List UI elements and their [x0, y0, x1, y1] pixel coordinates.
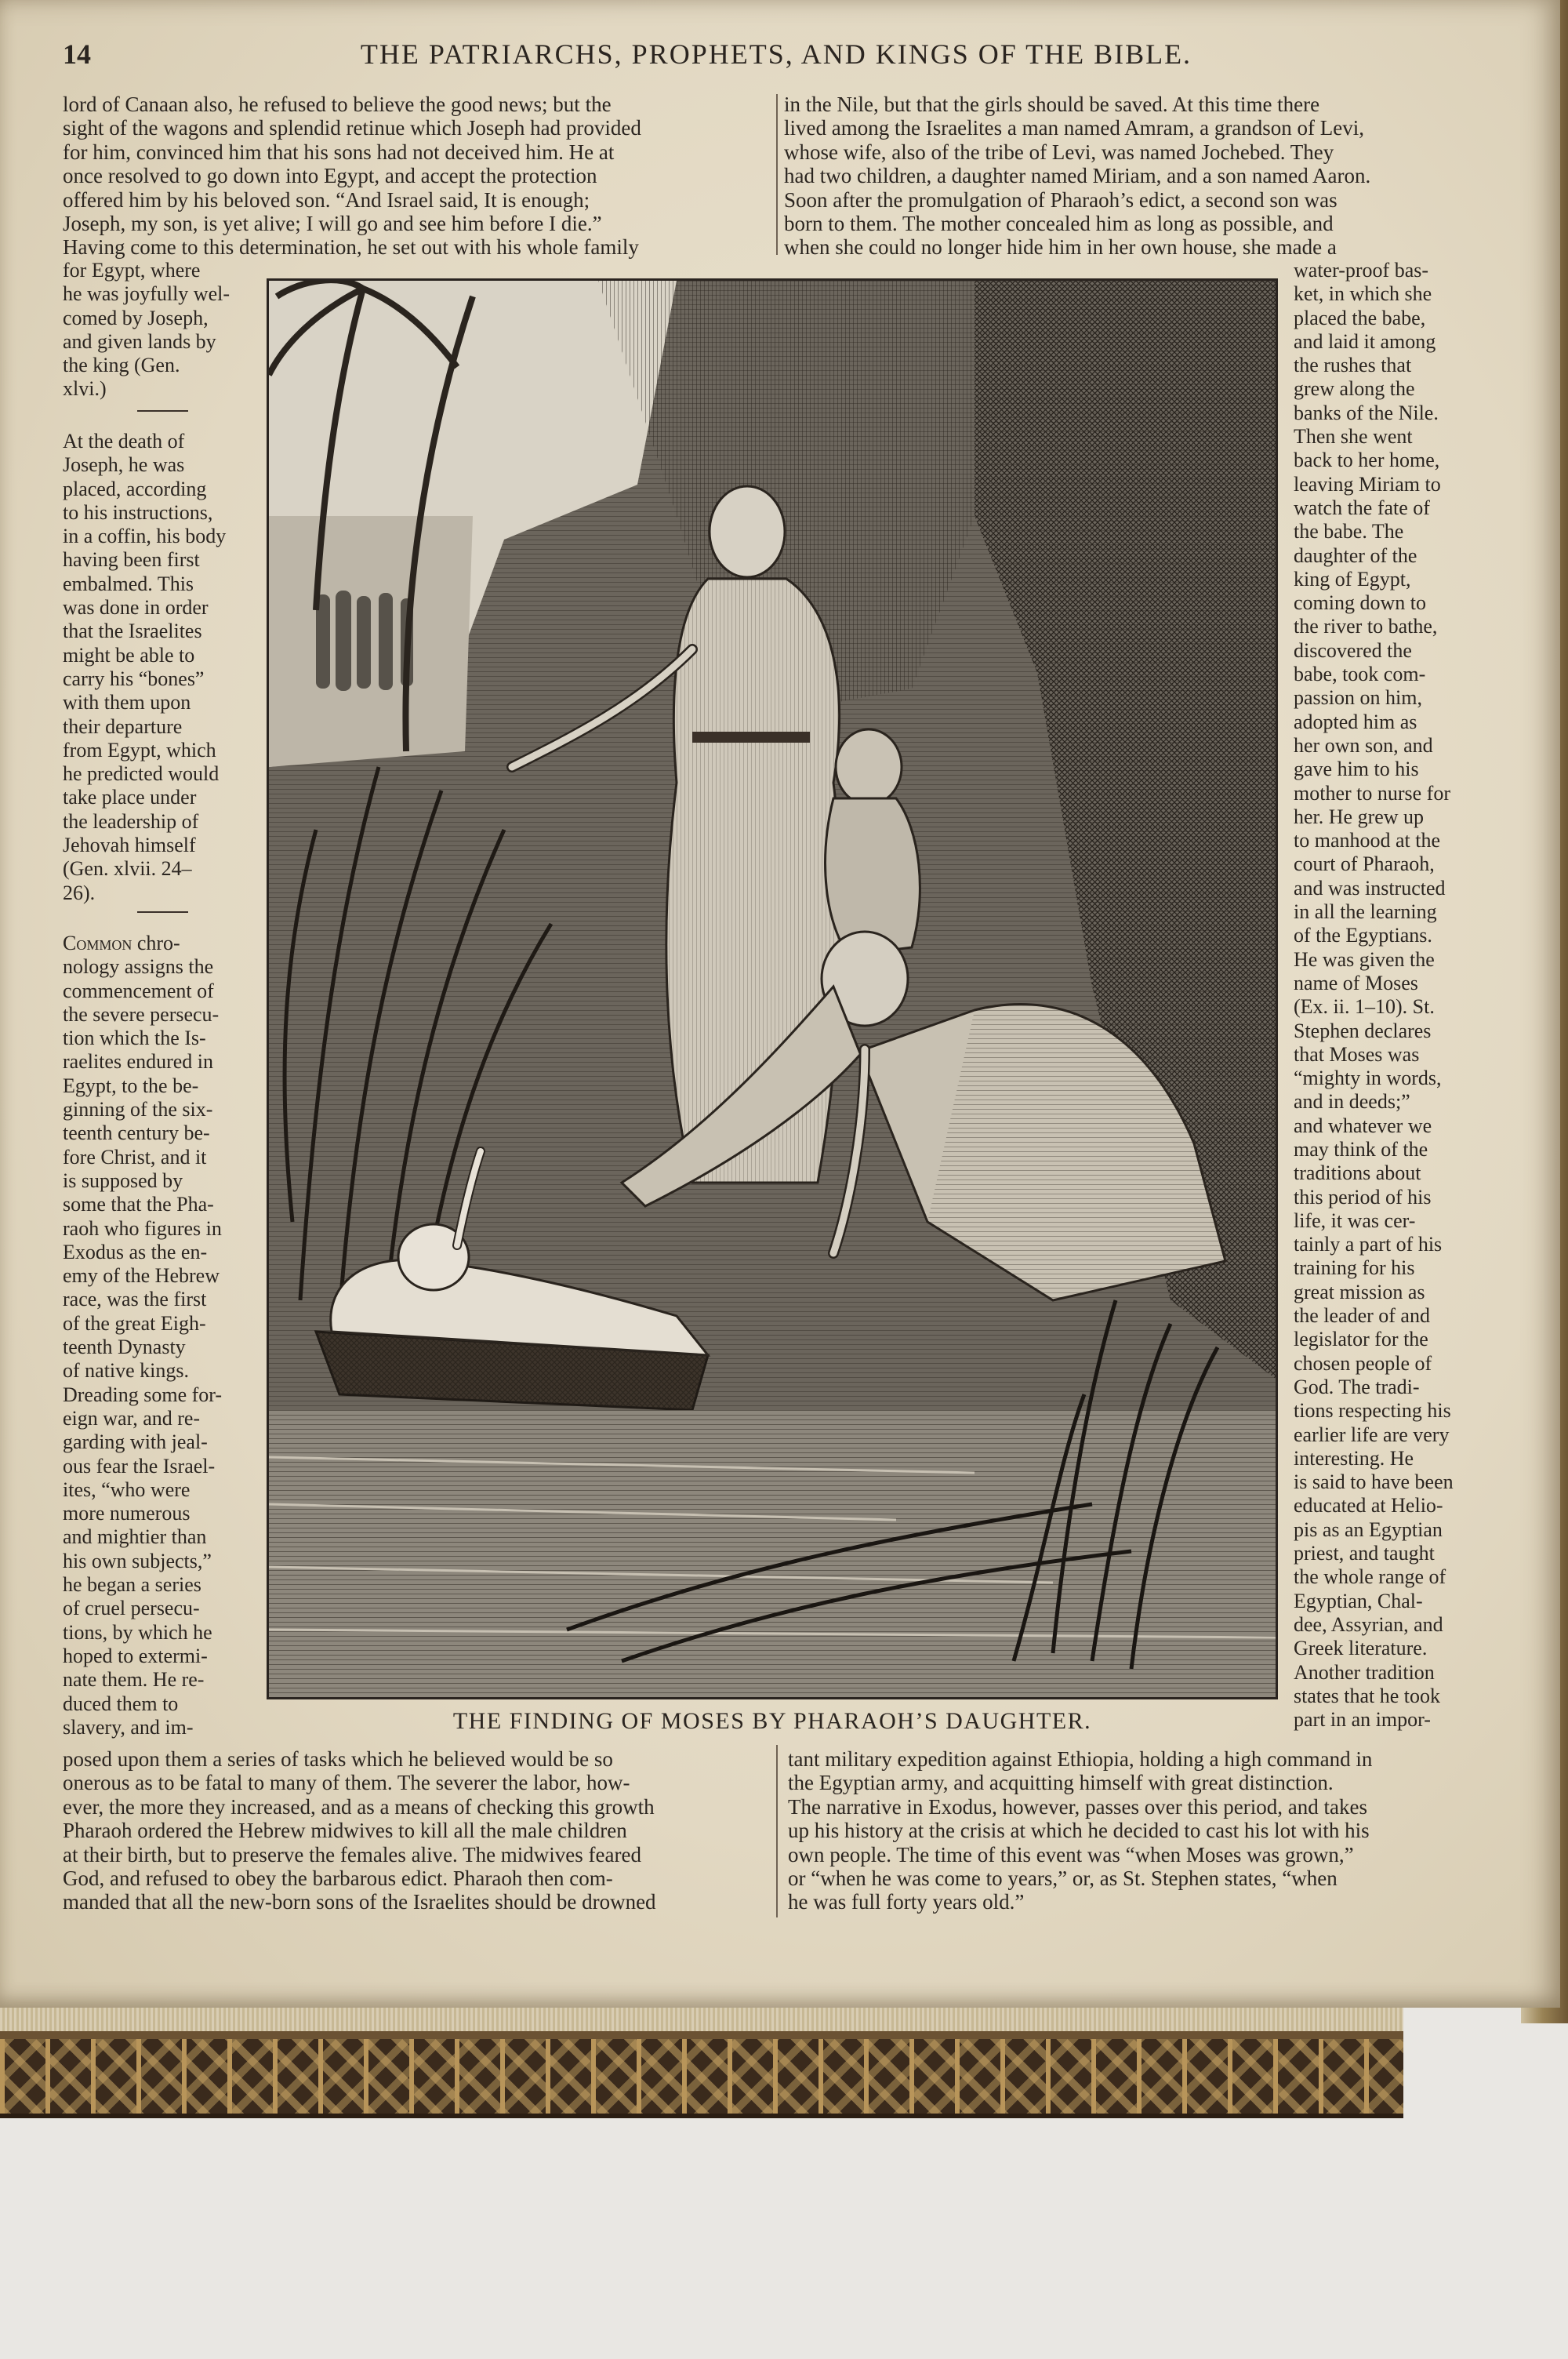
text-line: was done in order: [63, 596, 209, 620]
text-line: placed the babe,: [1294, 306, 1426, 329]
text-line: Egypt, to the be-: [63, 1074, 199, 1097]
text-line: comed by Joseph,: [63, 306, 209, 329]
page-stack-edge: [0, 2004, 1403, 2035]
text-line: and laid it among: [1294, 329, 1436, 353]
text-line: raelites endured in: [63, 1050, 214, 1074]
text-line: the babe. The: [1294, 520, 1404, 543]
text-line: life, it was cer-: [1294, 1209, 1416, 1232]
text-line: at their birth, but to preserve the females alive. The midwives feared: [63, 1842, 641, 1866]
text-line: leaving Miriam to: [1294, 472, 1441, 496]
text-line: Joseph, he was: [63, 453, 185, 477]
text-line: of the Egyptians.: [1294, 924, 1432, 947]
text-line: own people. The time of this event was “when Moses was grown,”: [788, 1842, 1354, 1866]
text-line: that the Israelites: [63, 620, 202, 643]
text-line: the severe persecu-: [63, 1002, 220, 1026]
text-line: daughter of the: [1294, 543, 1417, 567]
text-line: in the Nile, but that the girls should be saved. At this time there: [784, 93, 1320, 116]
text-line: take place under: [63, 786, 197, 809]
moses-engraving-illustration: [267, 278, 1278, 1699]
text-line: tions, by which he: [63, 1620, 212, 1644]
text-line: adopted him as: [1294, 710, 1417, 733]
text-line: race, was the first: [63, 1288, 207, 1311]
text-line: He was given the: [1294, 947, 1435, 971]
text-line: the whole range of: [1294, 1565, 1446, 1589]
text-line: in a coffin, his body: [63, 525, 227, 548]
text-line: her. He grew up: [1294, 805, 1425, 828]
text-line: or “when he was come to years,” or, as St. Stephen states, “when: [788, 1866, 1338, 1891]
text-line: Another tradition: [1294, 1660, 1435, 1684]
text-line: 26).: [63, 881, 96, 904]
text-line: lived among the Israelites a man named Amram, a grandson of Levi,: [784, 116, 1365, 140]
text-line: the Egyptian army, and acquitting himself with great distinction.: [788, 1771, 1334, 1795]
text-line: tainly a part of his: [1294, 1233, 1443, 1256]
text-line: grew along the: [1294, 377, 1415, 401]
text-line: pis as an Egyptian: [1294, 1518, 1443, 1541]
text-line: great mission as: [1294, 1280, 1425, 1303]
text-line: Dreading some for-: [63, 1383, 223, 1406]
text-line: of native kings.: [63, 1359, 190, 1383]
text-line: posed upon them a series of tasks which he believed would be so: [63, 1747, 613, 1771]
text-line: Jehovah himself: [63, 834, 196, 857]
text-line: eign war, and re-: [63, 1406, 201, 1430]
text-line: interesting. He: [1294, 1446, 1414, 1470]
text-line: nate them. He re-: [63, 1668, 205, 1692]
text-line: Soon after the promulgation of Pharaoh’s edict, a second son was: [784, 187, 1338, 212]
text-line: he predicted would: [63, 762, 220, 786]
page-header: [63, 33, 1490, 80]
text-line: teenth century be-: [63, 1121, 210, 1145]
text-line: when she could no longer hide him in her own house, she made a: [784, 235, 1337, 260]
text-line-tail: chro-: [136, 932, 180, 954]
text-line: and whatever we: [1294, 1114, 1432, 1137]
text-line: with them upon: [63, 691, 191, 714]
text-line: Then she went: [1294, 425, 1413, 449]
text-line: offered him by his beloved son. “And Israel said, It is enough;: [63, 187, 590, 212]
text-line: Pharaoh ordered the Hebrew midwives to kill all the male children: [63, 1819, 627, 1843]
text-line: embalmed. This: [63, 572, 194, 595]
text-line: legislator for the: [1294, 1328, 1428, 1351]
text-line: sight of the wagons and splendid retinue which Joseph had provided: [63, 116, 641, 140]
text-line: the king (Gen.: [63, 354, 180, 377]
top-left-paragraph: [63, 93, 764, 260]
text-line: tant military expedition against Ethiopia, holding a high command in: [788, 1747, 1373, 1771]
text-line: hoped to extermi-: [63, 1644, 208, 1667]
text-line: educated at Helio-: [1294, 1494, 1443, 1518]
text-line: water-proof bas-: [1294, 259, 1429, 282]
text-line: chosen people of: [1294, 1351, 1432, 1375]
text-line: raoh who figures in: [63, 1216, 222, 1240]
text-line: emy of the Hebrew: [63, 1264, 220, 1288]
text-line: may think of the: [1294, 1137, 1428, 1161]
text-line: the river to bathe,: [1294, 615, 1438, 638]
text-line: he began a series: [63, 1573, 201, 1597]
text-line: gave him to his: [1294, 758, 1419, 781]
text-line: God, and refused to obey the barbarous edict. Pharaoh then com-: [63, 1866, 613, 1891]
column-rule-bottom: [776, 1745, 778, 1917]
text-line: had two children, a daughter named Miriam, and a son named Aaron.: [784, 164, 1371, 188]
text-line: the rushes that: [1294, 354, 1412, 377]
text-line: of the great Eigh-: [63, 1311, 206, 1335]
text-line: part in an impor-: [1294, 1708, 1431, 1732]
text-line: traditions about: [1294, 1161, 1421, 1185]
text-line: lord of Canaan also, he refused to believe the good news; but the: [63, 93, 612, 116]
column-rule-top: [776, 94, 778, 255]
text-line: tions respecting his: [1294, 1399, 1451, 1423]
right-column-paragraph: [1294, 259, 1486, 1732]
text-line: teenth Dynasty: [63, 1336, 186, 1359]
section-rule: [137, 911, 188, 913]
text-line: her own son, and: [1294, 733, 1433, 757]
left-column-paragraph-2: [63, 430, 251, 905]
text-line: nology assigns the: [63, 955, 214, 979]
text-line: and given lands by: [63, 329, 216, 353]
text-line: some that the Pha-: [63, 1193, 214, 1216]
text-line: Exodus as the en-: [63, 1240, 208, 1263]
page-number: 14: [63, 38, 91, 70]
text-line: more numerous: [63, 1502, 191, 1525]
text-line: ever, the more they increased, and as a means of checking this growth: [63, 1794, 655, 1819]
text-line: duced them to: [63, 1692, 179, 1715]
text-line: court of Pharaoh,: [1294, 852, 1435, 876]
text-line: (Gen. xlvii. 24–: [63, 857, 192, 881]
text-line: ous fear the Israel-: [63, 1454, 216, 1478]
text-line: ites, “who were: [63, 1478, 191, 1501]
text-line: (Ex. ii. 1–10). St.: [1294, 995, 1435, 1019]
text-line: training for his: [1294, 1256, 1415, 1280]
text-line: dee, Assyrian, and: [1294, 1612, 1443, 1636]
text-line: for him, convinced him that his sons had not deceived him. He at: [63, 140, 615, 164]
text-line: coming down to: [1294, 591, 1426, 615]
text-line: Joseph, my son, is yet alive; I will go and see him before I die.”: [63, 212, 602, 236]
text-line: discovered the: [1294, 638, 1412, 662]
section-rule: [137, 410, 188, 412]
text-line: mother to nurse for: [1294, 781, 1451, 805]
text-line: is supposed by: [63, 1169, 183, 1192]
engraving-artwork: [269, 281, 1276, 1697]
illustration-caption: THE FINDING OF MOSES BY PHARAOH’S DAUGHTER.: [452, 1708, 1092, 1734]
text-line: The narrative in Exodus, however, passes over this period, and takes: [788, 1794, 1367, 1819]
text-line: Egyptian, Chal-: [1294, 1589, 1423, 1612]
text-line: Having come to this determination, he set out with his whole family: [63, 235, 639, 260]
text-line: xlvi.): [63, 377, 107, 401]
text-line: ginning of the six-: [63, 1098, 213, 1121]
text-line: from Egypt, which: [63, 738, 216, 761]
text-line: to his instructions,: [63, 500, 213, 524]
text-line: “mighty in words,: [1294, 1067, 1442, 1090]
text-line: priest, and taught: [1294, 1542, 1435, 1565]
text-line: and in deeds;”: [1294, 1090, 1410, 1114]
text-line: Greek literature.: [1294, 1637, 1428, 1660]
text-line: tion which the Is-: [63, 1027, 206, 1050]
text-line: that Moses was: [1294, 1042, 1420, 1066]
text-line: carry his “bones”: [63, 667, 205, 690]
text-line: placed, according: [63, 477, 207, 500]
text-line: his own subjects,”: [63, 1549, 212, 1572]
text-line: their departure: [63, 714, 183, 738]
text-line: babe, took com-: [1294, 663, 1426, 686]
text-line: Stephen declares: [1294, 1019, 1432, 1042]
text-line: king of Egypt,: [1294, 567, 1411, 591]
text-line: commencement of: [63, 979, 214, 1002]
text-line: to manhood at the: [1294, 829, 1441, 852]
text-line: the leadership of: [63, 809, 199, 833]
text-line: of cruel persecu-: [63, 1597, 200, 1620]
bottom-left-paragraph: [63, 1747, 772, 1914]
text-line: banks of the Nile.: [1294, 401, 1439, 424]
text-line: having been first: [63, 548, 200, 572]
text-line: slavery, and im-: [63, 1715, 194, 1739]
text-line: ket, in which she: [1294, 282, 1432, 306]
text-line: for Egypt, where: [63, 259, 201, 282]
text-line: might be able to: [63, 643, 195, 667]
text-line: he was joyfully wel-: [63, 282, 230, 306]
text-line: he was full forty years old.”: [788, 1890, 1025, 1914]
running-title: THE PATRIARCHS, PROPHETS, AND KINGS OF THE BIBLE.: [360, 38, 1192, 70]
text-line: and mightier than: [63, 1525, 207, 1549]
text-line: whose wife, also of the tribe of Levi, was named Jochebed. They: [784, 140, 1334, 164]
left-column-paragraph-1: [63, 259, 251, 402]
bottom-right-paragraph: [788, 1747, 1490, 1914]
text-line: is said to have been: [1294, 1470, 1454, 1494]
text-line: [63, 932, 251, 955]
text-line: garding with jeal-: [63, 1430, 208, 1454]
text-line: fore Christ, and it: [63, 1145, 207, 1169]
text-line: up his history at the crisis at which he decided to cast his lot with his: [788, 1819, 1370, 1843]
text-line: in all the learning: [1294, 900, 1437, 924]
text-line: passion on him,: [1294, 686, 1422, 710]
text-line: manded that all the new-born sons of the Israelites should be drowned: [63, 1890, 656, 1914]
text-line: once resolved to go down into Egypt, and accept the protection: [63, 164, 597, 188]
text-line: states that he took: [1294, 1684, 1441, 1707]
book-binding: [0, 2031, 1403, 2118]
text-line: back to her home,: [1294, 449, 1440, 472]
text-line: watch the fate of: [1294, 496, 1430, 519]
text-line: name of Moses: [1294, 971, 1418, 994]
text-line: born to them. The mother concealed him as long as possible, and: [784, 212, 1334, 236]
text-line: the leader of and: [1294, 1304, 1430, 1328]
text-line: God. The tradi-: [1294, 1375, 1420, 1398]
text-line: onerous as to be fatal to many of them. The severer the labor, how-: [63, 1771, 630, 1795]
text-line: and was instructed: [1294, 876, 1446, 900]
top-right-paragraph: [784, 93, 1474, 260]
text-line: this period of his: [1294, 1185, 1432, 1209]
text-line: earlier life are very: [1294, 1423, 1450, 1446]
drop-lead: Common: [63, 932, 132, 954]
left-column-paragraph-3: [63, 932, 251, 1739]
text-line: At the death of: [63, 430, 185, 453]
